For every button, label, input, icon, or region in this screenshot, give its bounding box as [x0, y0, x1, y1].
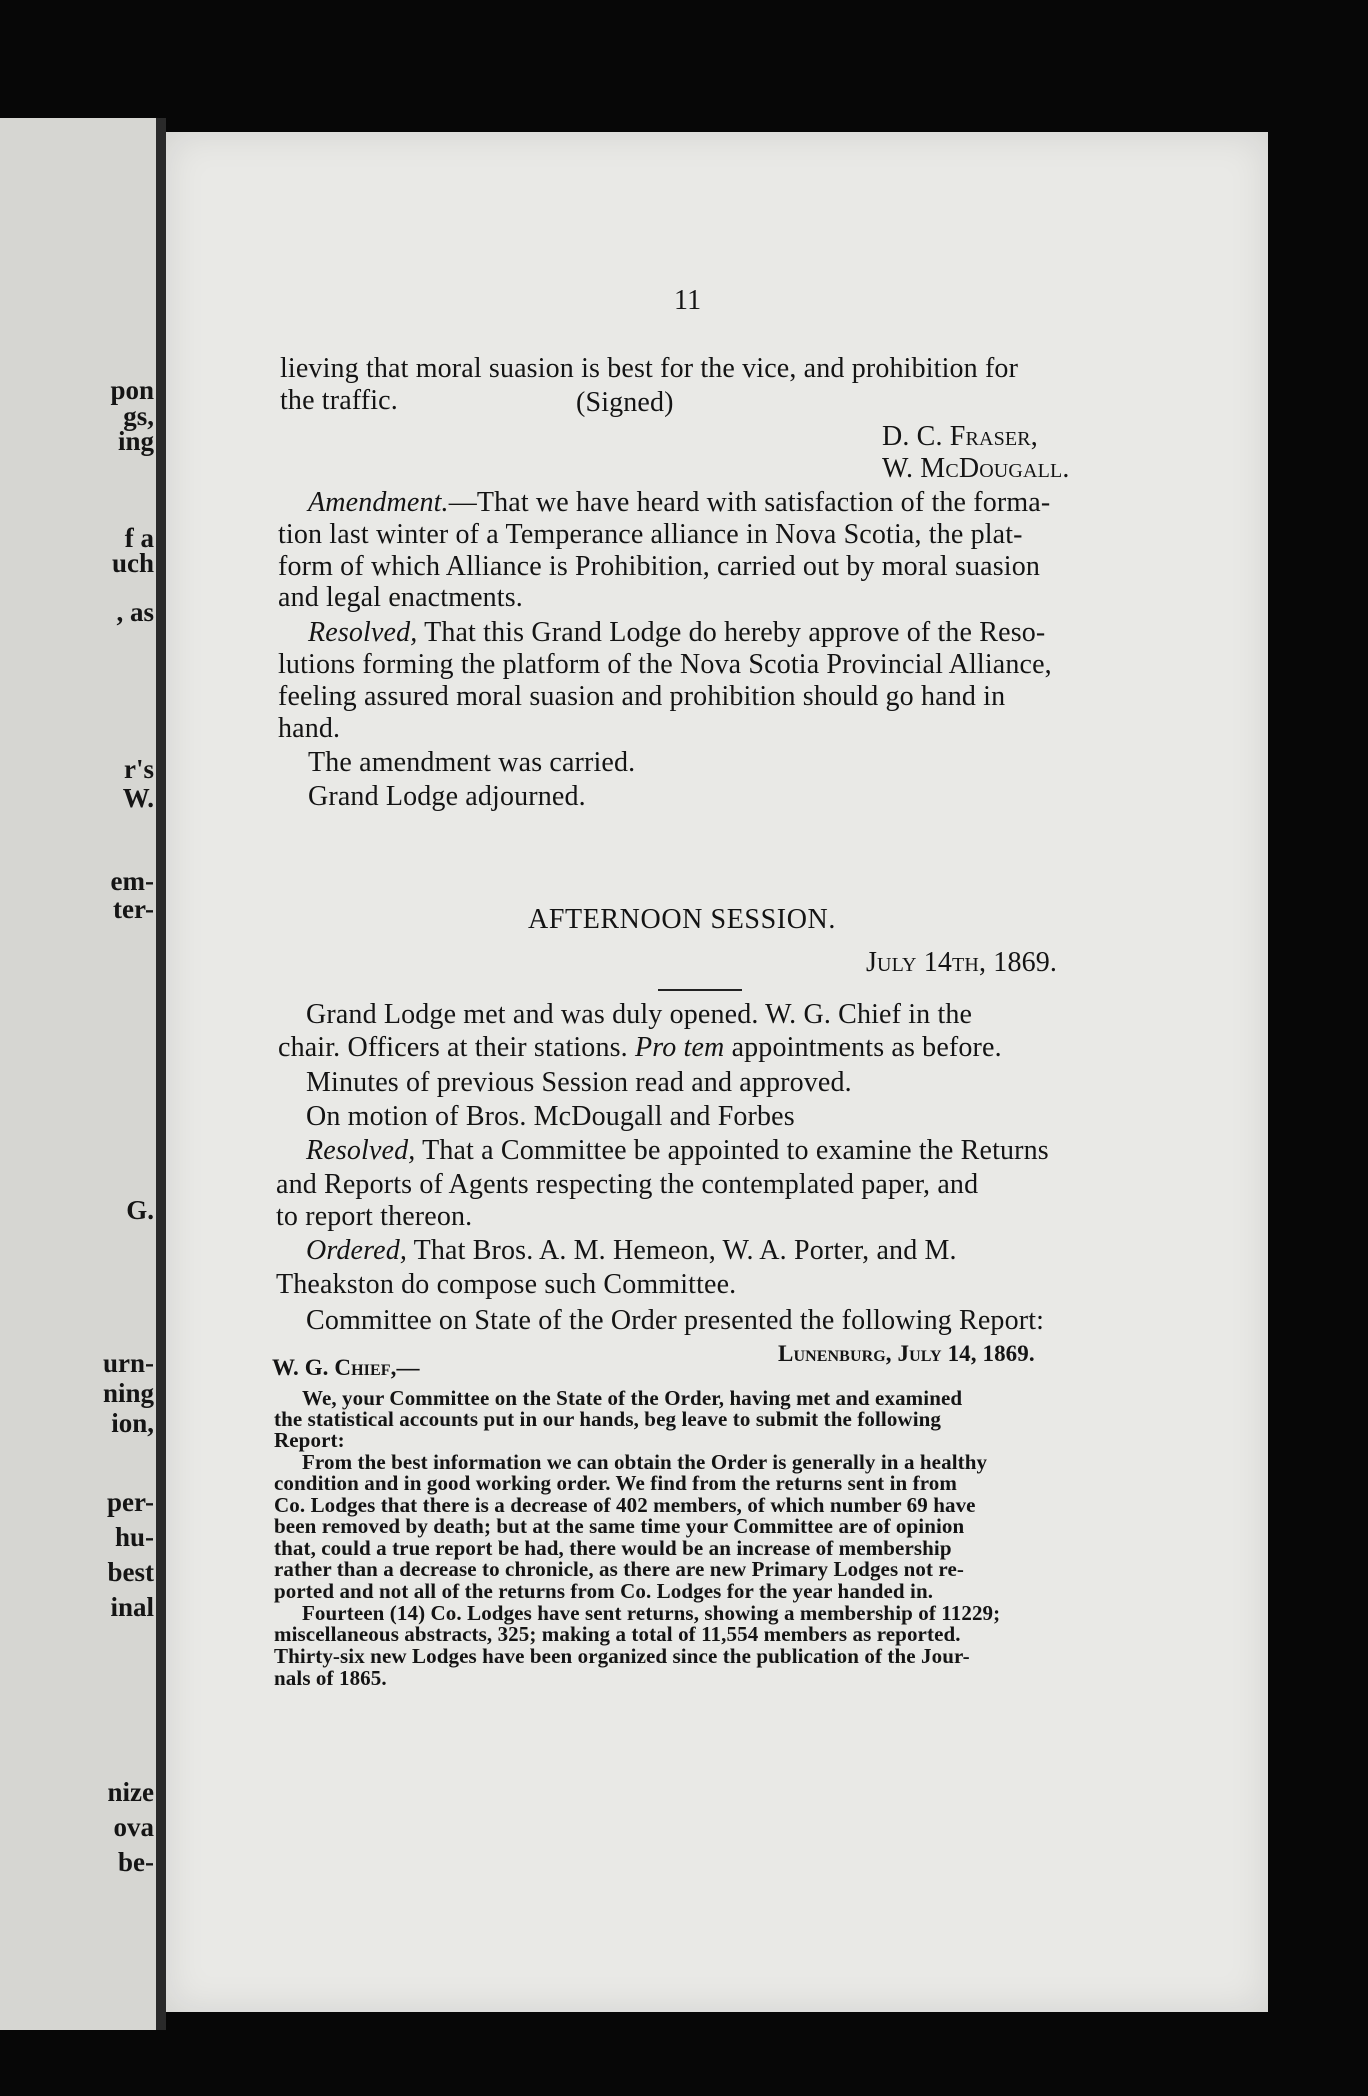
text-line: Minutes of previous Session read and approved.: [306, 1067, 852, 1098]
text-line: Committee on State of the Order presented the following Report:: [306, 1305, 1045, 1336]
section-heading: AFTERNOON SESSION.: [528, 904, 836, 935]
prev-fragment: uch: [111, 548, 154, 578]
report-line: the statistical accounts put in our hands, beg leave to submit the following: [274, 1407, 942, 1431]
text-span: chair. Officers at their stations.: [278, 1032, 628, 1063]
report-line: been removed by death; but at the same time your Committee are of opinion: [274, 1514, 965, 1538]
report-line: condition and in good working order. We find from the returns sent in from: [274, 1471, 957, 1495]
text-line: and Reports of Agents respecting the contemplated paper, and: [276, 1169, 979, 1200]
session-date: July 14th, 1869.: [866, 947, 1058, 978]
prev-fragment: G.: [126, 1195, 154, 1225]
pro-tem-italic: Pro tem: [634, 1032, 725, 1063]
report-line: Fourteen (14) Co. Lodges have sent returns, showing a membership of 11229;: [302, 1601, 1001, 1625]
prev-fragment: ning: [102, 1378, 154, 1408]
book-gutter: [156, 118, 166, 2030]
text-line: and legal enactments.: [278, 582, 523, 613]
report-line: rather than a decrease to chronicle, as there are new Primary Lodges not re-: [274, 1557, 964, 1581]
text-span: appointments as before.: [731, 1032, 1002, 1063]
resolution-line: [306, 1134, 1049, 1168]
prev-fragment: hu-: [114, 1522, 154, 1552]
prev-fragment: f a: [124, 523, 154, 553]
amendment-line: [308, 486, 1050, 520]
section-divider: [658, 989, 742, 991]
prev-fragment: inal: [110, 1592, 154, 1622]
report-line: Co. Lodges that there is a decrease of 402 members, of which number 69 have: [274, 1493, 976, 1517]
text-line: Grand Lodge adjourned.: [308, 781, 586, 812]
resolution-line: [308, 616, 1045, 650]
text-line: The amendment was carried.: [308, 747, 636, 778]
report-line: Thirty-six new Lodges have been organized since the publication of the Jour-: [274, 1644, 970, 1668]
text-span: That Bros. A. M. Hemeon, W. A. Porter, and M.: [413, 1235, 957, 1266]
prev-fragment: ter-: [113, 894, 154, 924]
text-line: to report thereon.: [276, 1201, 473, 1232]
report-dateline: Lunenburg, July 14, 1869.: [778, 1341, 1035, 1366]
report-line: Report:: [274, 1428, 345, 1452]
prev-fragment: pon: [110, 375, 154, 405]
prev-fragment: best: [107, 1557, 154, 1587]
prev-fragment: r's: [124, 754, 154, 784]
prev-fragment: gs,: [123, 401, 154, 431]
report-salutation: W. G. Chief,—: [272, 1355, 420, 1380]
report-line: From the best information we can obtain the Order is generally in a healthy: [302, 1450, 988, 1474]
prev-fragment: ion,: [111, 1408, 154, 1438]
report-line: miscellaneous abstracts, 325; making a total of 11,554 members as reported.: [274, 1622, 961, 1646]
prev-fragment: ova: [113, 1812, 154, 1842]
signed-label: (Signed): [576, 387, 674, 418]
text-line: hand.: [278, 713, 341, 744]
prev-fragment: W.: [122, 783, 154, 813]
prev-fragment: nize: [107, 1777, 154, 1807]
prev-fragment: urn-: [102, 1348, 154, 1378]
resolved-label: Resolved,: [308, 617, 418, 648]
text-line: tion last winter of a Temperance alliance in Nova Scotia, the plat-: [278, 519, 1023, 550]
report-line: nals of 1865.: [274, 1666, 387, 1690]
report-line: ported and not all of the returns from Co. Lodges for the year handed in.: [274, 1579, 934, 1603]
text-line: feeling assured moral suasion and prohibition should go hand in: [278, 681, 1006, 712]
text-span: That this Grand Lodge do hereby approve of the Reso-: [424, 617, 1046, 648]
prev-fragment: em-: [110, 866, 154, 896]
text-span: That a Committee be appointed to examine the Returns: [422, 1135, 1049, 1166]
page-number: 11: [674, 285, 702, 316]
previous-page-edge: [0, 118, 158, 2030]
signature: D. C. Fraser,: [882, 421, 1038, 452]
order-line: [306, 1234, 957, 1268]
document-page: [166, 132, 1268, 2012]
prev-fragment: per-: [107, 1487, 154, 1517]
report-line: We, your Committee on the State of the Order, having met and examined: [302, 1386, 963, 1410]
prev-fragment: be-: [118, 1847, 154, 1877]
text-line: lieving that moral suasion is best for the vice, and prohibition for: [280, 353, 1019, 384]
text-line: Theakston do compose such Committee.: [276, 1269, 737, 1300]
text-line: form of which Alliance is Prohibition, carried out by moral suasion: [278, 551, 1041, 582]
text-line: the traffic.: [280, 385, 398, 416]
report-line: that, could a true report be had, there would be an increase of membership: [274, 1536, 952, 1560]
signature: W. McDougall.: [882, 453, 1070, 484]
text-line: [278, 1031, 1002, 1065]
amendment-label: Amendment.: [308, 487, 449, 518]
resolved-label: Resolved,: [306, 1135, 416, 1166]
text-line: lutions forming the platform of the Nova Scotia Provincial Alliance,: [278, 649, 1052, 680]
text-line: On motion of Bros. McDougall and Forbes: [306, 1101, 795, 1132]
text-span: —That we have heard with satisfaction of the forma-: [448, 487, 1051, 518]
prev-fragment: ing: [117, 426, 154, 456]
ordered-label: Ordered,: [306, 1235, 407, 1266]
prev-fragment: , as: [116, 597, 154, 627]
text-line: Grand Lodge met and was duly opened. W. G. Chief in the: [306, 999, 973, 1030]
